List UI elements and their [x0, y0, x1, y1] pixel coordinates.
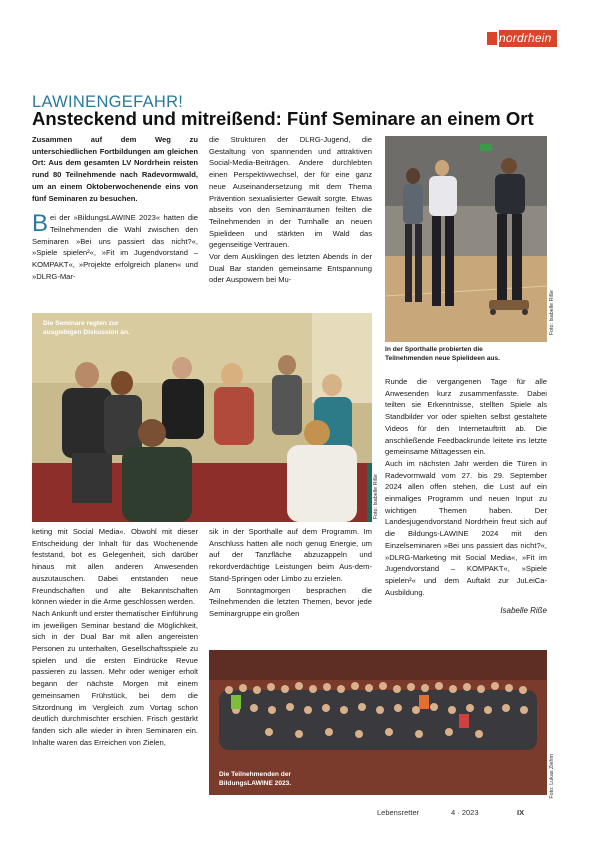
bottom-1-paragraph-1: keting mit Social Media«. Obwohl mit dieser Entscheidung der Inhalt für das Wochenende feststand, bot es Gelegenheit, sich darüber hinaus mit allen anderen Anwesenden auszutauschen. Dabei entstanden neue Freundschaften und alte Bekanntschaften können wieder in die Arme geschlossen werden. [32, 527, 198, 607]
bottom-2-paragraph-2: Am Sonntagmorgen besprachen die Teilnehmenden die letzten Themen, bevor jede Seminargruppe ein großen [209, 585, 372, 618]
column-3-paragraph-1: Runde die vergangenen Tage für alle Anwesenden kurz zusammenfasste. Dabei teilten sie Erkenntnisse, stellten Spiele als Standbilder vor oder spielten selbst gestaltete Videos für den Internetauftritt ab. Die anschließende Feedbackrunde leitete ins letzte gemeinsame Mittagessen ein. [385, 377, 547, 457]
article-kicker: LAWINENGEFAHR! [32, 93, 184, 111]
article-headline: Ansteckend und mitreißend: Fünf Seminare an einem Ort [32, 108, 534, 129]
column-2-paragraph-1: die Strukturen der DLRG-Jugend, die Gestaltung von spannenden und attraktiven Social-Media-Beiträgen. Andere durchlebten einen Perspektivwechsel, der für eine ganz neue Auseinandersetzung mit dem Thema Prävention sexualisierter Gewalt sorgte. Etwas abseits von den Seminarräumen feilten die Teilnehmenden in der Turnhalle an neuen Spielideen und stärkten im Wald das gegenseitige Vertrauen. [209, 135, 372, 250]
seminar-photo-credit: Foto: Isabelle Riße [373, 474, 379, 520]
sport-photo-credit: Foto: Isabelle Riße [549, 290, 555, 336]
drop-cap: B [32, 210, 49, 238]
seminar-photo-caption: Die Seminare regten zur ausgiebigen Diskussion an. [43, 320, 130, 336]
column-2-paragraph-2: Vor dem Ausklingen des letzten Abends in der Dual Bar standen gemeinsame Entspannung oder Auspowern bei Mu- [209, 252, 372, 285]
sport-hall-photo [385, 136, 547, 342]
group-photo-caption: Die Teilnehmenden der BildungsLAWINE 2023. [219, 771, 292, 787]
column-2-bottom [209, 526, 372, 620]
brand-name: nordrhein [499, 31, 552, 45]
seminar-photo [32, 313, 372, 522]
brand-logo-box [485, 30, 499, 47]
column-1-paragraph [32, 212, 198, 282]
footer-magazine: Lebensretter [377, 808, 420, 817]
column-1-top [32, 134, 198, 282]
bottom-1-paragraph-2: Nach Ankunft und erster thematischer Einführung im jeweiligen Seminar bestand die Möglichkeit, sich in der Dual Bar mit allen angereisten Personen zu unterhalten, Gesellschaftsspiele zu spielen und die ersten Eindrücke Revue passieren zu lassen. Mehr oder weniger erholt begann der nächste Morgen mit einem gemeinsamen Frühstück, bei dem die Sitzordnung im Vergleich zum Vortag schon deutlich durchmischter erschien. Frisch gestärkt fanden sich alle wieder in ihren Seminaren ein. Inhalte waren das Erreichen von Zielen, [32, 608, 198, 747]
bottom-2-paragraph-1: sik in der Sporthalle auf dem Programm. Im Anschluss hatten alle noch genug Energie, um auf der Tanzfläche abzuzappeln und rekordverdächtige Leistungen beim Aus-dem-Stand-Springen oder Limbo zu erzielen. [209, 527, 372, 583]
column-3-paragraph-2: Auch im nächsten Jahr werden die Türen in Radevormwald vom 27. bis 29. September 2024 allen offen stehen, die Lust auf ein einmaliges Programm und neuen Input zu wichtigen Themen haben. Der Landesjugendvorstand Nordrhein freut sich auf die Bildungs-LAWINE 2024 mit den Einzelseminaren »Bei uns passiert das nicht?«, »DLRG-Marketing mit Social Media«, »Fit im Jugendvorstand – KOMPAKT«, »Spiele spielen²« und dem Auftakt zur JuLeiCa-Ausbildung. [385, 458, 547, 597]
column-3 [385, 376, 547, 617]
group-photo-credit: Foto: Lukas Ziehm [549, 754, 555, 799]
footer-page-number: IX [517, 808, 525, 817]
sport-photo-caption: In der Sporthalle probierten die Teilnehmenden neue Spielideen aus. [385, 346, 500, 362]
article-lead: Zusammen auf dem Weg zu unterschiedlichen Fortbildungen am gleichen Ort: Aus dem gesamten LV Nordrhein reisten rund 80 Teilnehmende nach Radevormwald, um an einem Oktoberwochenende eins von fünf Seminaren zu besuchen. [32, 135, 198, 203]
brand-badge [485, 30, 557, 47]
footer-issue: 4 · 2023 [451, 808, 479, 817]
author-signature: Isabelle Riße [500, 606, 547, 616]
column-2-top [209, 134, 372, 286]
column-1-bottom [32, 526, 198, 748]
column-1-text: ei der »BildungsLAWINE 2023« hatten die Teilnehmenden die Wahl zwischen den Seminaren »Bei uns passiert das nicht?«, »Spiele spielen²«, »Fit im Jugendvorstand – KOMPAKT«, »Projekte erfolgreich planen« und »DLRG-Mar- [32, 213, 198, 281]
